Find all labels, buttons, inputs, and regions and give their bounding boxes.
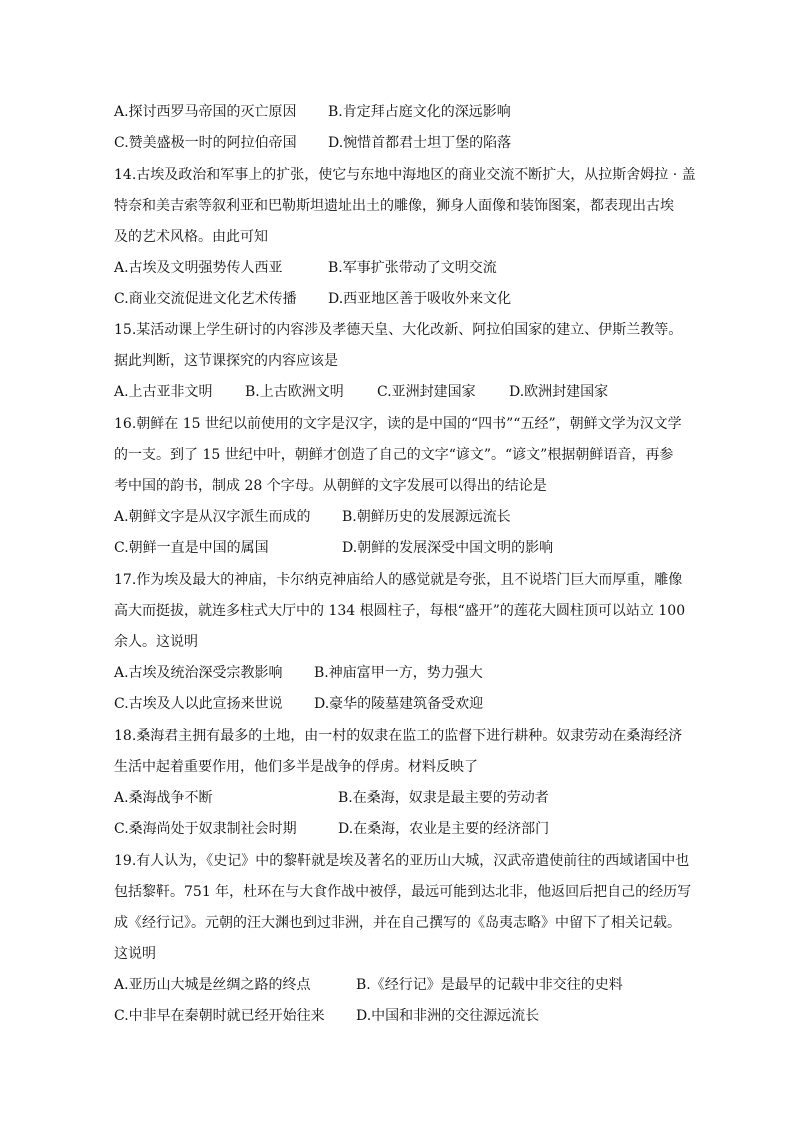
q15-option-b: B.上古欧洲文明 [245,384,344,400]
q19-option-b: B.《经行记》是最早的记载中非交往的史料 [356,977,623,993]
q19-stem-line-1: 19.有人认为，《史记》中的黎靬就是埃及著名的亚历山大城，汉武帝遣使前往的西域诸国中也 [114,853,690,869]
q13-option-a: A.探讨西罗马帝国的灭亡原因 [114,104,297,120]
q15-stem-line-2: 据此判断，这节课探究的内容应该是 [114,353,338,369]
q16-stem-line-3: 考中国的韵书，制成 28 个字母。从朝鲜的文字发展可以得出的结论是 [114,478,547,494]
q13-option-d: D.惋惜首都君士坦丁堡的陷落 [328,135,512,151]
q17-option-d: D.豪华的陵墓建筑备受欢迎 [314,696,484,712]
q15-options-row [114,382,689,402]
q18-options-row-1 [114,788,689,808]
q19-options-row-2 [114,1006,689,1026]
q15-option-c: C.亚洲封建国家 [377,384,476,400]
q14-stem-line-2: 特奈和美吉索等叙利亚和巴勒斯坦遗址出土的雕像，狮身人面像和装饰图案，都表现出古埃 [114,198,674,214]
q17-stem-line-3: 余人。这说明 [114,634,198,650]
q13-option-c: C.赞美盛极一时的阿拉伯帝国 [114,135,297,151]
q13-options-row-2 [114,133,689,153]
q17-options-row-2 [114,694,689,714]
q19-option-d: D.中国和非洲的交往源远流长 [356,1008,540,1024]
q19-stem-line-3: 成《经行记》。元朝的汪大渊也到过非洲，并在自己撰写的《岛夷志略》中留下了相关记载。 [114,915,681,931]
q16-stem-line-2: 的一支。到了 15 世纪中叶，朝鲜才创造了自己的文字“谚文”。“谚文”根据朝鲜语音，再参 [114,447,674,463]
q18-stem-line-2: 生活中起着重要作用，他们多半是战争的俘虏。材料反映了 [114,759,478,775]
q14-option-b: B.军事扩张带动了文明交流 [328,260,497,276]
q17-option-b: B.神庙富甲一方，势力强大 [314,665,483,681]
q14-option-a: A.古埃及文明强势传人西亚 [114,260,283,276]
q16-options-row-1 [114,507,689,527]
q14-option-d: D.西亚地区善于吸收外来文化 [328,291,512,307]
q14-options-row-2 [114,289,689,309]
q19-stem-line-4: 这说明 [114,946,156,962]
q16-option-b: B.朝鲜历史的发展源远流长 [342,509,511,525]
q19-option-c: C.中非早在秦朝时就已经开始往来 [114,1008,325,1024]
q16-stem-line-1: 16.朝鲜在 15 世纪以前使用的文字是汉字，读的是中国的“四书”“五经”，朝鲜文学为汉文学 [114,416,682,432]
q16-option-d: D.朝鲜的发展深受中国文明的影响 [342,540,554,556]
q14-stem-line-1: 14.古埃及政治和军事上的扩张，使它与东地中海地区的商业交流不断扩大，从拉斯舍姆拉 · 盖 [114,167,696,183]
q15-stem-line-1: 15.某活动课上学生研讨的内容涉及孝德天皇、大化改新、阿拉伯国家的建立、伊斯兰教等。 [114,322,683,338]
q18-option-c: C.桑海尚处于奴隶制社会时期 [114,821,297,837]
q19-option-a: A.亚历山大城是丝绸之路的终点 [114,977,311,993]
q14-stem-line-3: 及的艺术风格。由此可知 [114,229,268,245]
q14-option-c: C.商业交流促进文化艺术传播 [114,291,297,307]
q18-stem-line-1: 18.桑海君主拥有最多的土地，由一村的奴隶在监工的监督下进行耕种。奴隶劳动在桑海经济 [114,728,683,744]
q16-options-row-2 [114,538,689,558]
q18-option-d: D.在桑海，农业是主要的经济部门 [338,821,550,837]
q19-options-row-1 [114,975,689,995]
q13-option-b: B.肯定拜占庭文化的深远影响 [328,104,511,120]
q13-options-row-1 [114,102,689,122]
q16-option-c: C.朝鲜一直是中国的属国 [114,540,269,556]
q17-stem-line-2: 高大而挺拔，就连多柱式大厅中的 134 根圆柱子，每根“盛开”的莲花大圆柱顶可以站立 100 [114,603,686,619]
q18-options-row-2 [114,819,689,839]
q17-stem-line-1: 17.作为埃及最大的神庙，卡尔纳克神庙给人的感觉就是夸张，且不说塔门巨大而厚重，雕像 [114,572,683,588]
q15-option-a: A.上古亚非文明 [114,384,213,400]
q17-option-a: A.古埃及统治深受宗教影响 [114,665,283,681]
q15-option-d: D.欧洲封建国家 [509,384,609,400]
q14-options-row-1 [114,258,689,278]
q19-stem-line-2: 包括黎靬。751 年，杜环在与大食作战中被俘，最远可能到达北非，他返回后把自己的经历写 [114,884,692,900]
q18-option-a: A.桑海战争不断 [114,790,213,806]
q16-option-a: A.朝鲜文字是从汉字派生而成的 [114,509,311,525]
q17-option-c: C.古埃及人以此宣扬来世说 [114,696,283,712]
q18-option-b: B.在桑海，奴隶是最主要的劳动者 [338,790,549,806]
q17-options-row-1 [114,663,689,683]
